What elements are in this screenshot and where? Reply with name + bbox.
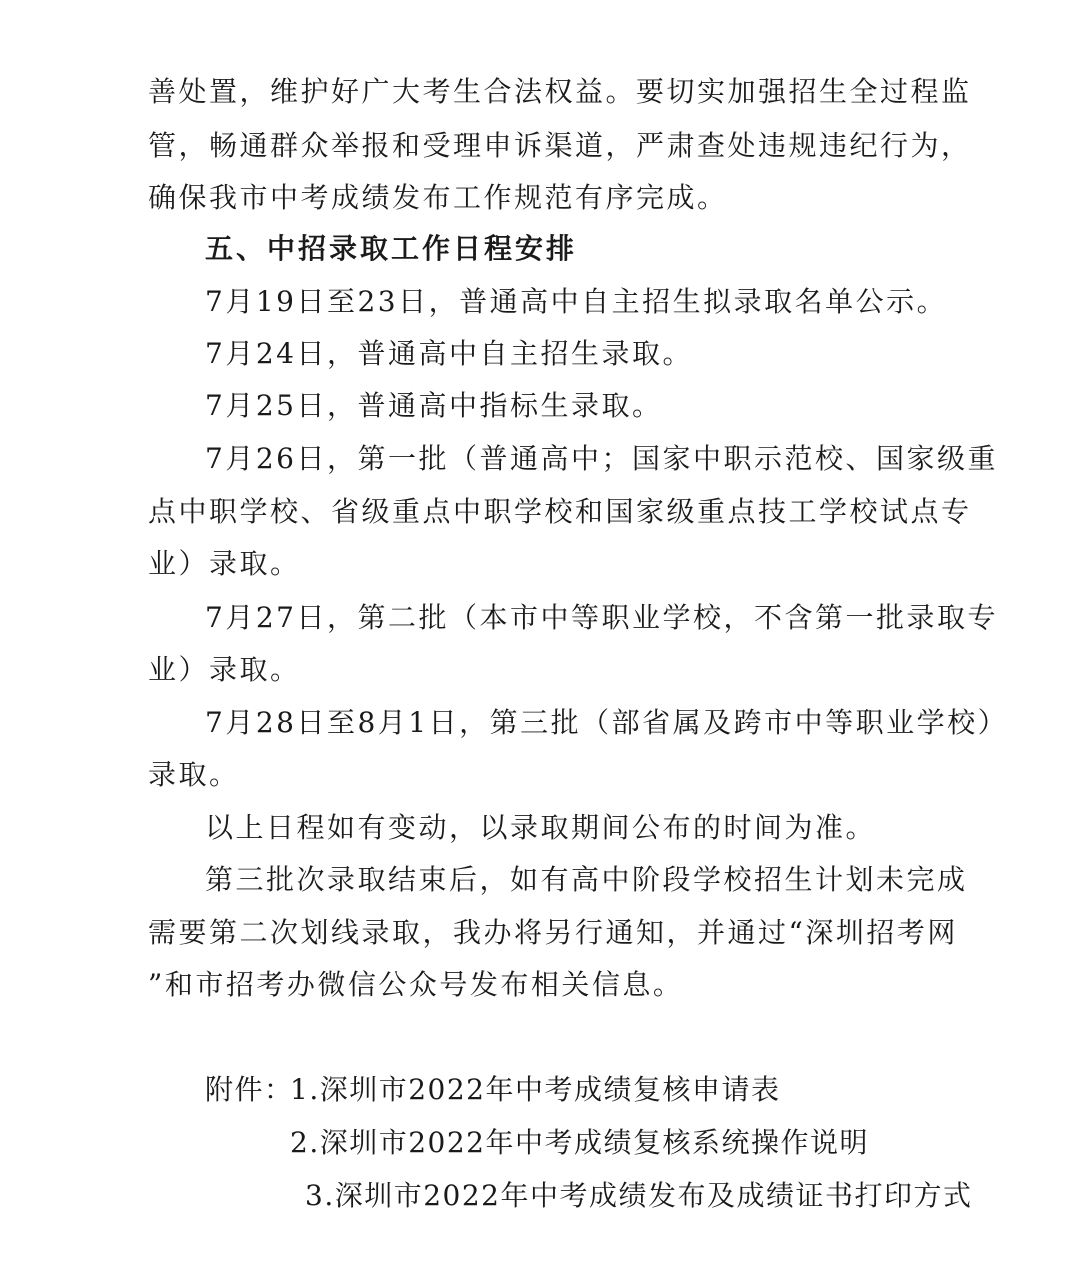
notice-line-1: 以上日程如有变动，以录取期间公布的时间为准。 xyxy=(205,811,877,844)
intro-line-1: 善处置，维护好广大考生合法权益。要切实加强招生全过程监 xyxy=(148,75,972,108)
attachments-label: 附件： xyxy=(205,1073,294,1106)
intro-line-3: 确保我市中考成绩发布工作规范有序完成。 xyxy=(148,181,728,214)
schedule-line-9: 7月28日至8月1日，第三批（部省属及跨市中等职业学校） xyxy=(205,706,1009,739)
notice-line-2: 第三批次录取结束后，如有高中阶段学校招生计划未完成 xyxy=(205,863,968,896)
schedule-line-5: 点中职学校、省级重点中职学校和国家级重点技工学校试点专 xyxy=(148,495,972,528)
schedule-line-4: 7月26日，第一批（普通高中；国家中职示范校、国家级重 xyxy=(205,442,998,475)
attachment-item-3: 3.深圳市2022年中考成绩发布及成绩证书打印方式 xyxy=(305,1179,973,1212)
schedule-line-3: 7月25日，普通高中指标生录取。 xyxy=(205,389,663,422)
schedule-line-6: 业）录取。 xyxy=(148,547,301,580)
notice-line-4: ”和市招考办微信公众号发布相关信息。 xyxy=(148,968,684,1001)
intro-line-2: 管，畅通群众举报和受理申诉渠道，严肃查处违规违纪行为， xyxy=(148,129,972,162)
notice-line-3: 需要第二次划线录取，我办将另行通知，并通过“深圳招考网 xyxy=(148,916,958,949)
schedule-line-7: 7月27日，第二批（本市中等职业学校，不含第一批录取专 xyxy=(205,601,998,634)
schedule-line-2: 7月24日，普通高中自主招生录取。 xyxy=(205,337,693,370)
attachment-item-1: 1.深圳市2022年中考成绩复核申请表 xyxy=(290,1073,781,1106)
schedule-line-1: 7月19日至23日，普通高中自主招生拟录取名单公示。 xyxy=(205,285,948,318)
schedule-line-8: 业）录取。 xyxy=(148,653,301,686)
section-heading: 五、中招录取工作日程安排 xyxy=(205,232,578,265)
schedule-line-10: 录取。 xyxy=(148,758,240,791)
attachment-item-2: 2.深圳市2022年中考成绩复核系统操作说明 xyxy=(290,1126,869,1159)
